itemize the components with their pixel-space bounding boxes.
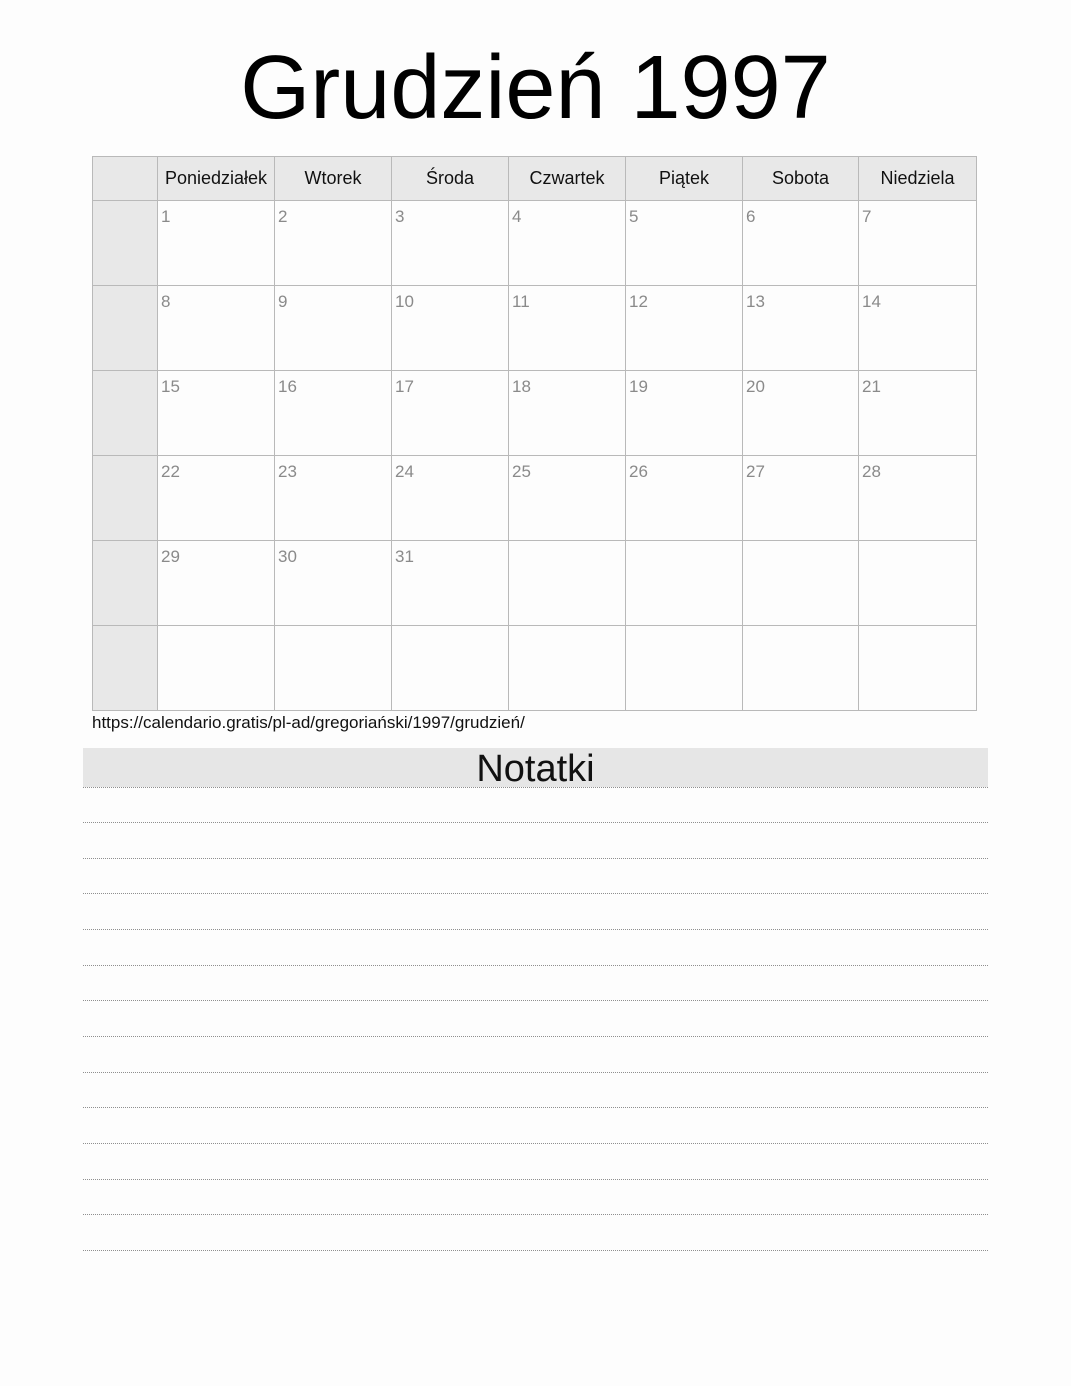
weekday-tuesday: Wtorek xyxy=(275,157,392,201)
note-line xyxy=(83,1000,988,1001)
day-cell xyxy=(392,286,509,371)
week-row xyxy=(93,541,977,626)
day-number: 19 xyxy=(629,377,648,396)
day-cell xyxy=(859,626,977,711)
day-cell xyxy=(158,286,275,371)
day-cell xyxy=(509,626,626,711)
day-cell xyxy=(275,541,392,626)
day-number: 28 xyxy=(862,462,881,481)
note-line xyxy=(83,965,988,966)
day-cell xyxy=(392,371,509,456)
day-number: 16 xyxy=(278,377,297,396)
day-number: 4 xyxy=(512,207,522,226)
day-cell xyxy=(743,286,859,371)
day-cell xyxy=(743,626,859,711)
day-cell xyxy=(509,456,626,541)
weekday-saturday: Sobota xyxy=(743,157,859,201)
weekday-sunday: Niedziela xyxy=(859,157,977,201)
day-cell xyxy=(275,201,392,286)
note-line xyxy=(83,858,988,859)
day-cell xyxy=(859,201,977,286)
day-number: 17 xyxy=(395,377,414,396)
day-number: 20 xyxy=(746,377,765,396)
note-line xyxy=(83,1214,988,1215)
weekday-header-row xyxy=(93,157,977,201)
day-cell xyxy=(626,201,743,286)
day-number: 14 xyxy=(862,292,881,311)
calendar-title: Grudzień 1997 xyxy=(240,38,831,138)
day-cell xyxy=(392,541,509,626)
day-cell xyxy=(275,626,392,711)
note-line xyxy=(83,1107,988,1108)
week-number-cell xyxy=(93,456,158,541)
day-cell xyxy=(509,201,626,286)
day-cell xyxy=(509,541,626,626)
day-number xyxy=(275,626,391,632)
day-cell xyxy=(743,371,859,456)
day-number: 5 xyxy=(629,207,639,226)
day-cell xyxy=(158,371,275,456)
day-cell xyxy=(626,371,743,456)
week-number-cell xyxy=(93,541,158,626)
note-line xyxy=(83,929,988,930)
day-cell xyxy=(158,201,275,286)
day-number: 27 xyxy=(746,462,765,481)
day-number: 3 xyxy=(395,207,405,226)
day-number: 10 xyxy=(395,292,414,311)
day-cell xyxy=(275,371,392,456)
day-cell xyxy=(392,456,509,541)
note-line xyxy=(83,1036,988,1037)
day-number: 7 xyxy=(862,207,872,226)
day-number xyxy=(743,541,858,547)
week-number-cell xyxy=(93,286,158,371)
day-number: 11 xyxy=(512,292,530,311)
day-cell xyxy=(859,541,977,626)
day-number: 1 xyxy=(161,207,171,226)
day-cell xyxy=(158,456,275,541)
note-line xyxy=(83,1250,988,1251)
note-line xyxy=(83,822,988,823)
note-line xyxy=(83,1072,988,1073)
day-number xyxy=(626,626,742,632)
note-line xyxy=(83,1179,988,1180)
day-cell xyxy=(275,286,392,371)
day-number xyxy=(392,626,508,632)
day-number: 9 xyxy=(278,292,288,311)
day-number: 18 xyxy=(512,377,531,396)
source-url: https://calendario.gratis/pl-ad/gregoriański/1997/grudzień/ xyxy=(92,713,525,732)
day-number: 30 xyxy=(278,547,297,566)
weekday-monday: Poniedziałek xyxy=(158,157,275,201)
week-row xyxy=(93,371,977,456)
day-number: 2 xyxy=(278,207,288,226)
day-number xyxy=(158,626,274,632)
day-number: 29 xyxy=(161,547,180,566)
note-line xyxy=(83,1143,988,1144)
weekday-wednesday: Środa xyxy=(392,157,509,201)
weekday-thursday: Czwartek xyxy=(509,157,626,201)
day-cell xyxy=(626,626,743,711)
day-cell xyxy=(626,456,743,541)
day-cell xyxy=(743,541,859,626)
day-cell xyxy=(626,541,743,626)
day-cell xyxy=(743,456,859,541)
day-cell xyxy=(392,626,509,711)
week-number-cell xyxy=(93,626,158,711)
day-number: 8 xyxy=(161,292,171,311)
day-cell xyxy=(859,286,977,371)
day-number: 15 xyxy=(161,377,180,396)
day-number: 31 xyxy=(395,547,414,566)
week-row xyxy=(93,626,977,711)
note-line xyxy=(83,787,988,788)
day-number: 26 xyxy=(629,462,648,481)
day-cell xyxy=(859,456,977,541)
day-cell xyxy=(392,201,509,286)
day-number xyxy=(859,626,976,632)
day-cell xyxy=(158,626,275,711)
day-number xyxy=(509,626,625,632)
month-grid xyxy=(92,156,977,711)
weekday-friday: Piątek xyxy=(626,157,743,201)
day-cell xyxy=(158,541,275,626)
day-number: 12 xyxy=(629,292,648,311)
day-number xyxy=(859,541,976,547)
day-number: 23 xyxy=(278,462,297,481)
week-row xyxy=(93,286,977,371)
day-number xyxy=(509,541,625,547)
day-number: 21 xyxy=(862,377,881,396)
day-number xyxy=(626,541,742,547)
day-cell xyxy=(509,371,626,456)
day-cell xyxy=(859,371,977,456)
day-number: 6 xyxy=(746,207,756,226)
day-number xyxy=(743,626,858,632)
day-cell xyxy=(509,286,626,371)
week-row xyxy=(93,201,977,286)
week-row xyxy=(93,456,977,541)
week-number-corner xyxy=(93,157,158,201)
day-number: 25 xyxy=(512,462,531,481)
week-number-cell xyxy=(93,201,158,286)
day-number: 13 xyxy=(746,292,765,311)
notes-title: Notatki xyxy=(83,748,988,787)
week-number-cell xyxy=(93,371,158,456)
day-cell xyxy=(275,456,392,541)
day-number: 24 xyxy=(395,462,414,481)
note-line xyxy=(83,893,988,894)
day-number: 22 xyxy=(161,462,180,481)
day-cell xyxy=(743,201,859,286)
day-cell xyxy=(626,286,743,371)
